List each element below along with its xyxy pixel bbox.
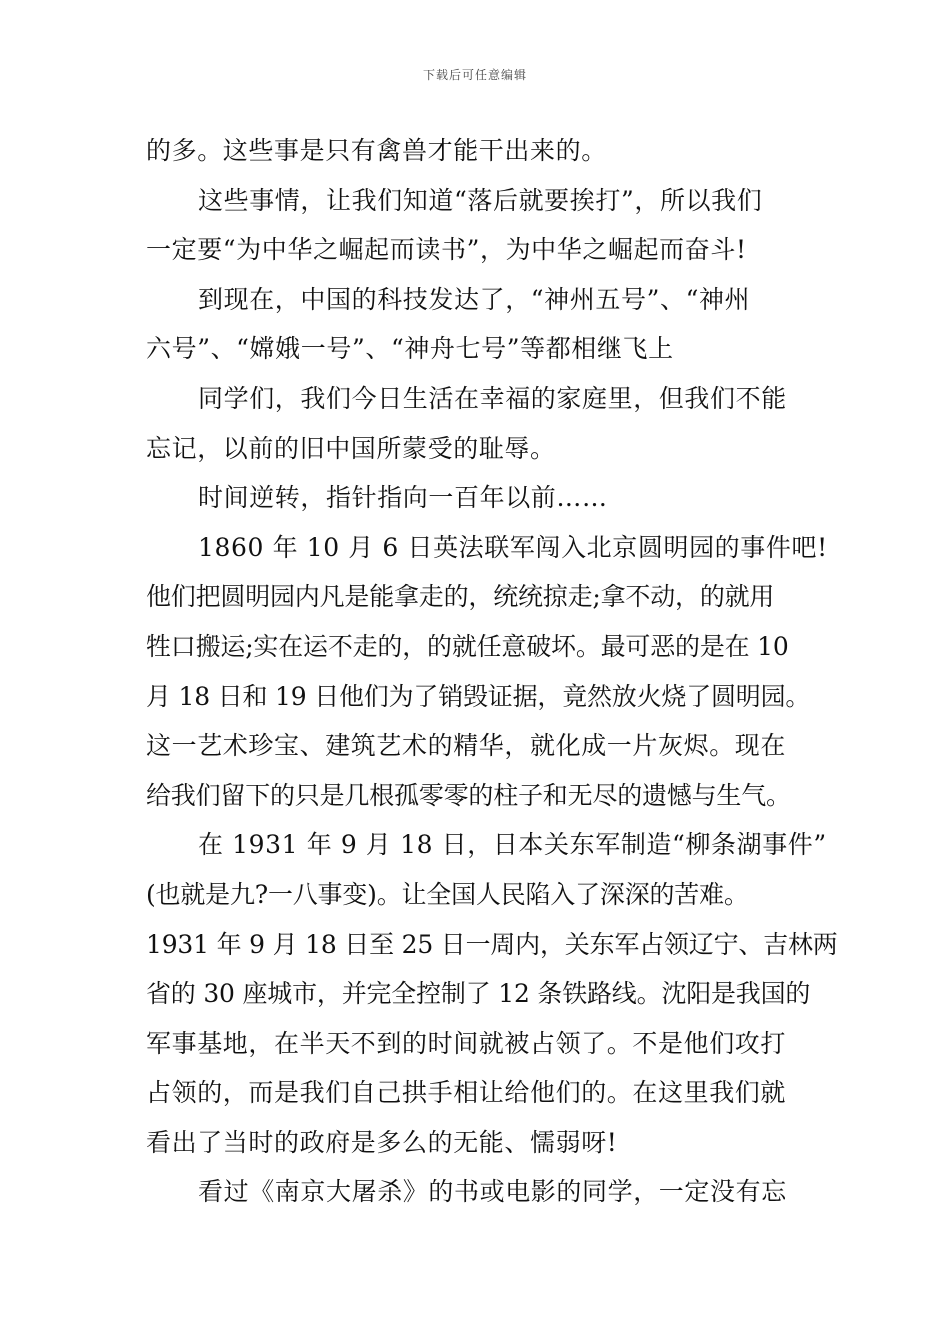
text-line: 一定要“为中华之崛起而读书”，为中华之崛起而奋斗!	[146, 235, 747, 265]
text-line: (也就是九?一八事变)。让全国人民陷入了深深的苦难。	[146, 879, 749, 909]
text-line: 给我们留下的只是几根孤零零的柱子和无尽的遗憾与生气。	[146, 780, 791, 810]
text-line: 时间逆转，指针指向一百年以前……	[198, 483, 608, 513]
text-line: 同学们，我们今日生活在幸福的家庭里，但我们不能	[198, 383, 787, 413]
text-line: 占领的，而是我们自己拱手相让给他们的。在这里我们就	[146, 1078, 787, 1108]
page-header: 下载后可任意编辑	[422, 68, 527, 82]
text-line: 这一艺术珍宝、建筑艺术的精华，就化成一片灰烬。现在	[146, 731, 787, 761]
text-line: 忘记，以前的旧中国所蒙受的耻辱。	[146, 433, 556, 463]
text-line: 牲口搬运;实在运不走的，的就任意破坏。最可恶的是在 10	[146, 631, 789, 661]
text-line: 1931 年 9 月 18 日至 25 日一周内，关东军占领辽宁、吉林两	[146, 929, 838, 959]
text-line: 到现在，中国的科技发达了，“神州五号”、“神州	[198, 284, 751, 314]
text-line: 六号”、“嫦娥一号”、“神舟七号”等都相继飞上	[146, 334, 674, 364]
text-line: 的多。这些事是只有禽兽才能干出来的。	[146, 136, 607, 165]
text-line: 看过《南京大屠杀》的书或电影的同学，一定没有忘	[198, 1177, 787, 1207]
document-body	[146, 126, 838, 1217]
text-line: 看出了当时的政府是多么的无能、懦弱呀!	[146, 1127, 618, 1157]
text-line: 军事基地，在半天不到的时间就被占领了。不是他们攻打	[146, 1028, 787, 1058]
text-line: 他们把圆明园内凡是能拿走的，统统掠走;拿不动，的就用	[146, 582, 775, 612]
text-line: 在 1931 年 9 月 18 日，日本关东军制造“柳条湖事件”	[198, 830, 827, 860]
text-line: 省的 30 座城市，并完全控制了 12 条铁路线。沈阳是我国的	[146, 979, 811, 1009]
text-line: 月 18 日和 19 日他们为了销毁证据，竟然放火烧了圆明园。	[146, 681, 811, 711]
text-line: 这些事情，让我们知道“落后就要挨打”，所以我们	[198, 185, 763, 215]
text-line: 1860 年 10 月 6 日英法联军闯入北京圆明园的事件吧!	[198, 532, 828, 562]
